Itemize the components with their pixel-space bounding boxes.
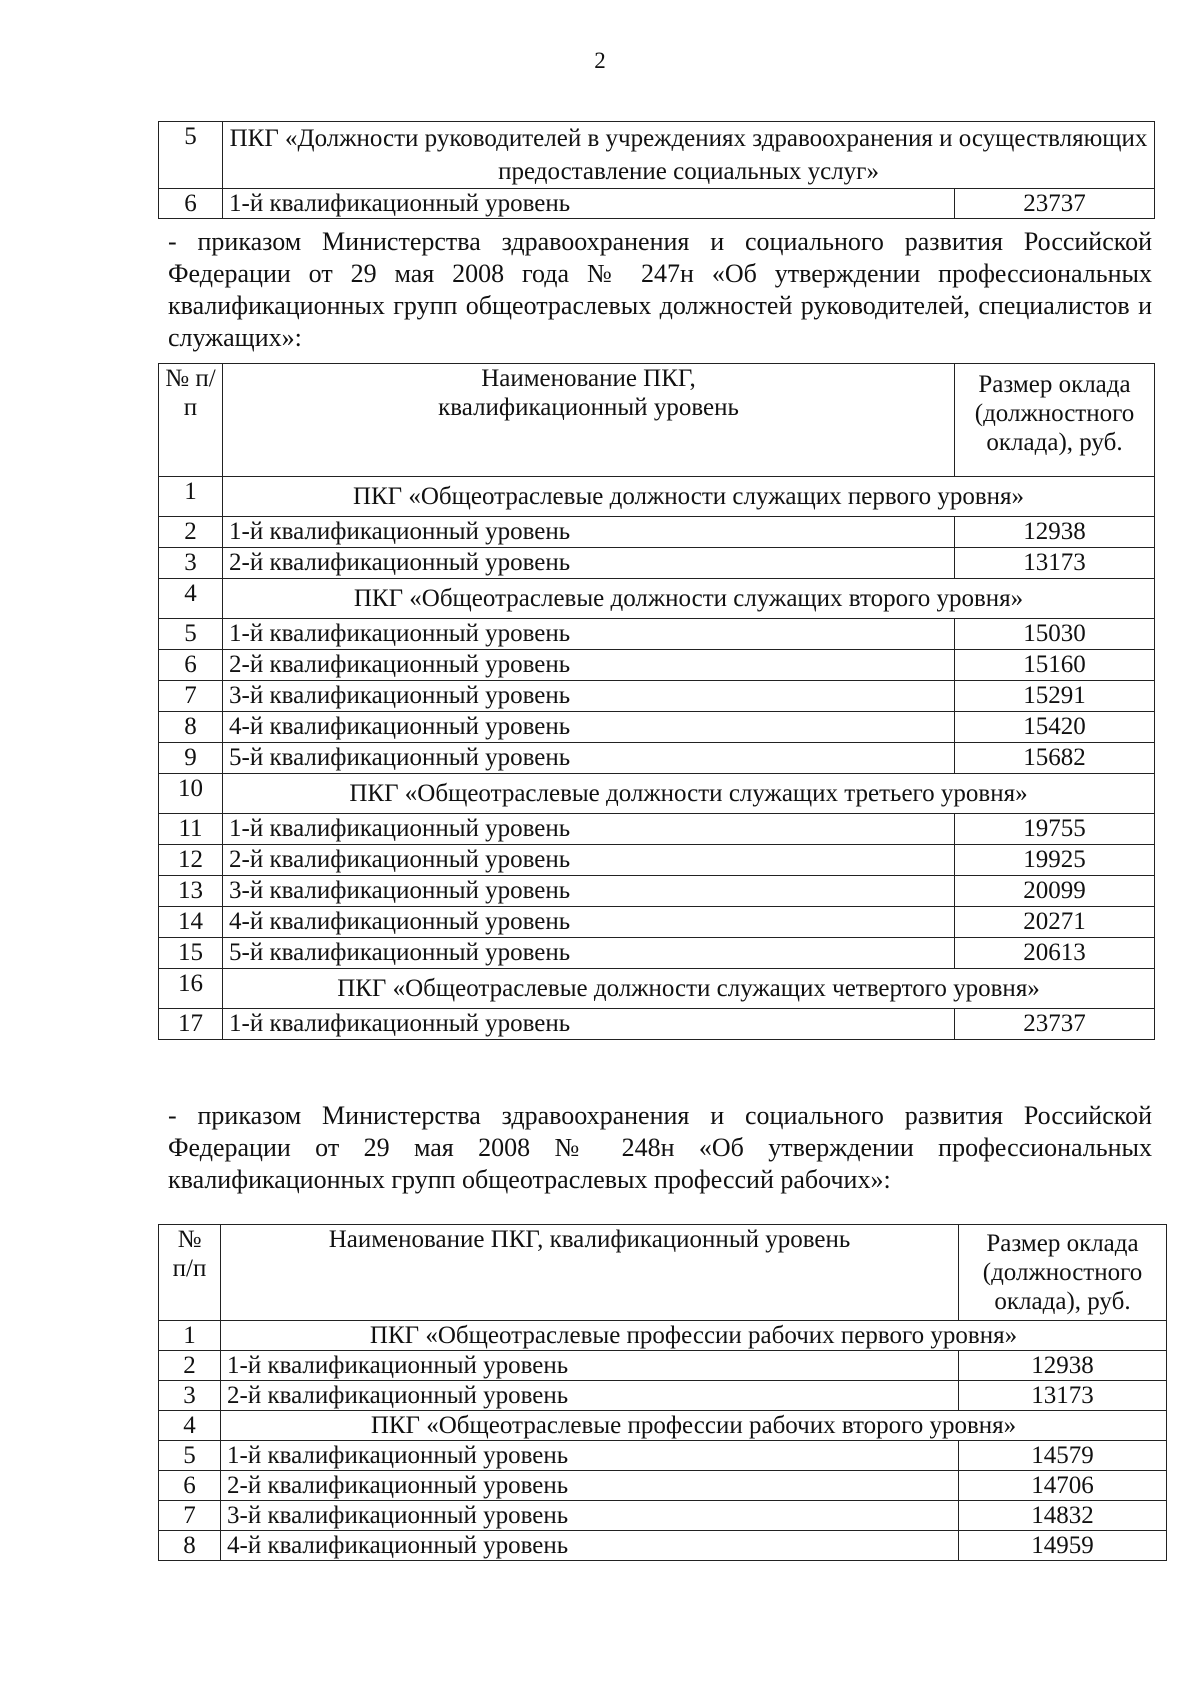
row-number: 6 bbox=[159, 1471, 221, 1501]
table-header bbox=[159, 364, 1155, 477]
table-body bbox=[159, 1321, 1167, 1561]
row-number: 13 bbox=[159, 876, 223, 907]
salary-value: 19755 bbox=[955, 814, 1155, 845]
salary-value: 14959 bbox=[959, 1531, 1167, 1561]
group-title: ПКГ «Общеотраслевые должности служащих второго уровня» bbox=[223, 579, 1155, 619]
salary-value: 12938 bbox=[959, 1351, 1167, 1381]
table-row bbox=[159, 1501, 1167, 1531]
row-number: 9 bbox=[159, 743, 223, 774]
salary-table-employees bbox=[158, 363, 1155, 1040]
level-name: 1-й квалификационный уровень bbox=[223, 1009, 955, 1040]
table-row bbox=[159, 548, 1155, 579]
row-number: 17 bbox=[159, 1009, 223, 1040]
row-number: 4 bbox=[159, 1411, 221, 1441]
table-row bbox=[159, 619, 1155, 650]
salary-value: 12938 bbox=[955, 517, 1155, 548]
group-title: ПКГ «Общеотраслевые должности служащих четвертого уровня» bbox=[223, 969, 1155, 1009]
salary-value: 20099 bbox=[955, 876, 1155, 907]
row-number: 3 bbox=[159, 548, 223, 579]
header-salary: Размер оклада (должностного оклада), руб. bbox=[959, 1225, 1167, 1321]
table-row bbox=[159, 845, 1155, 876]
table-row bbox=[159, 579, 1155, 619]
row-number: 7 bbox=[159, 1501, 221, 1531]
row-number: 5 bbox=[159, 122, 223, 189]
header-row bbox=[159, 364, 1155, 477]
group-title: ПКГ «Общеотраслевые профессии рабочих первого уровня» bbox=[221, 1321, 1167, 1351]
page-number: 2 bbox=[594, 48, 606, 73]
row-number: 16 bbox=[159, 969, 223, 1009]
table-row bbox=[159, 517, 1155, 548]
table-row bbox=[159, 743, 1155, 774]
level-name: 4-й квалификационный уровень bbox=[223, 712, 955, 743]
header-salary: Размер оклада (должностного оклада), руб. bbox=[955, 364, 1155, 477]
salary-table-healthcare-managers bbox=[158, 121, 1155, 219]
order-247n-paragraph: - приказом Министерства здравоохранения и социального развития Российской Федерации от 29 мая 2008 года № 247н «Об утверждении профессиональных квалификационных групп общеотраслевых должностей руководителей, специалистов и служащих»: bbox=[168, 227, 1152, 352]
table-row bbox=[159, 1531, 1167, 1561]
salary-value: 15160 bbox=[955, 650, 1155, 681]
row-number: 4 bbox=[159, 579, 223, 619]
level-name: 4-й квалификационный уровень bbox=[223, 907, 955, 938]
header-name: Наименование ПКГ, квалификационный уровень bbox=[223, 364, 955, 477]
header-number: № п/п bbox=[159, 364, 223, 477]
level-name: 2-й квалификационный уровень bbox=[223, 845, 955, 876]
table-row bbox=[159, 1009, 1155, 1040]
row-number: 8 bbox=[159, 1531, 221, 1561]
row-number: 5 bbox=[159, 619, 223, 650]
table-row bbox=[159, 650, 1155, 681]
row-number: 12 bbox=[159, 845, 223, 876]
salary-value: 15420 bbox=[955, 712, 1155, 743]
table-row bbox=[159, 938, 1155, 969]
row-number: 3 bbox=[159, 1381, 221, 1411]
table-row bbox=[159, 1321, 1167, 1351]
salary-value: 13173 bbox=[959, 1381, 1167, 1411]
row-number: 1 bbox=[159, 477, 223, 517]
level-name: 1-й квалификационный уровень bbox=[223, 517, 955, 548]
table-row bbox=[159, 477, 1155, 517]
table-row bbox=[159, 1471, 1167, 1501]
salary-value: 13173 bbox=[955, 548, 1155, 579]
row-number: 2 bbox=[159, 1351, 221, 1381]
salary-value: 19925 bbox=[955, 845, 1155, 876]
group-title: ПКГ «Общеотраслевые должности служащих первого уровня» bbox=[223, 477, 1155, 517]
table-row bbox=[159, 1411, 1167, 1441]
salary-value: 14706 bbox=[959, 1471, 1167, 1501]
level-name: 2-й квалификационный уровень bbox=[221, 1381, 959, 1411]
table-row bbox=[159, 1351, 1167, 1381]
table-row bbox=[159, 189, 1155, 219]
salary-value: 20271 bbox=[955, 907, 1155, 938]
group-title: ПКГ «Общеотраслевые профессии рабочих второго уровня» bbox=[221, 1411, 1167, 1441]
table-row bbox=[159, 814, 1155, 845]
salary-value: 23737 bbox=[955, 189, 1155, 219]
order-248n-paragraph: - приказом Министерства здравоохранения и социального развития Российской Федерации от 29 мая 2008 № 248н «Об утверждении профессиональных квалификационных групп общеотраслевых профессий рабочих»: bbox=[168, 1101, 1152, 1194]
table-header bbox=[159, 1225, 1167, 1321]
level-name: 2-й квалификационный уровень bbox=[223, 548, 955, 579]
salary-value: 15682 bbox=[955, 743, 1155, 774]
row-number: 2 bbox=[159, 517, 223, 548]
table-row bbox=[159, 774, 1155, 814]
row-number: 8 bbox=[159, 712, 223, 743]
level-name: 2-й квалификационный уровень bbox=[223, 650, 955, 681]
row-number: 6 bbox=[159, 650, 223, 681]
level-name: 1-й квалификационный уровень bbox=[221, 1351, 959, 1381]
salary-value: 23737 bbox=[955, 1009, 1155, 1040]
row-number: 14 bbox=[159, 907, 223, 938]
salary-value: 20613 bbox=[955, 938, 1155, 969]
level-name: 5-й квалификационный уровень bbox=[223, 743, 955, 774]
level-name: 1-й квалификационный уровень bbox=[223, 814, 955, 845]
salary-value: 15030 bbox=[955, 619, 1155, 650]
header-name: Наименование ПКГ, квалификационный уровень bbox=[221, 1225, 959, 1321]
table-body bbox=[159, 122, 1155, 219]
table-row bbox=[159, 1381, 1167, 1411]
table-body bbox=[159, 477, 1155, 1040]
table-row bbox=[159, 681, 1155, 712]
level-name: 4-й квалификационный уровень bbox=[221, 1531, 959, 1561]
row-number: 1 bbox=[159, 1321, 221, 1351]
row-number: 10 bbox=[159, 774, 223, 814]
header-row bbox=[159, 1225, 1167, 1321]
row-number: 5 bbox=[159, 1441, 221, 1471]
table-row bbox=[159, 876, 1155, 907]
salary-table-workers bbox=[158, 1224, 1167, 1561]
group-title: ПКГ «Должности руководителей в учреждениях здравоохранения и осуществляющих предоставление социальных услуг» bbox=[223, 122, 1155, 189]
row-number: 7 bbox=[159, 681, 223, 712]
group-title: ПКГ «Общеотраслевые должности служащих третьего уровня» bbox=[223, 774, 1155, 814]
salary-value: 15291 bbox=[955, 681, 1155, 712]
level-name: 5-й квалификационный уровень bbox=[223, 938, 955, 969]
table-row bbox=[159, 907, 1155, 938]
level-name: 3-й квалификационный уровень bbox=[223, 876, 955, 907]
header-number: № п/п bbox=[159, 1225, 221, 1321]
table-row bbox=[159, 969, 1155, 1009]
salary-value: 14579 bbox=[959, 1441, 1167, 1471]
table-row bbox=[159, 1441, 1167, 1471]
level-name: 1-й квалификационный уровень bbox=[223, 619, 955, 650]
row-number: 11 bbox=[159, 814, 223, 845]
level-name: 3-й квалификационный уровень bbox=[221, 1501, 959, 1531]
table-row bbox=[159, 712, 1155, 743]
table-row bbox=[159, 122, 1155, 189]
row-number: 15 bbox=[159, 938, 223, 969]
level-name: 3-й квалификационный уровень bbox=[223, 681, 955, 712]
salary-value: 14832 bbox=[959, 1501, 1167, 1531]
level-name: 1-й квалификационный уровень bbox=[221, 1441, 959, 1471]
level-name: 1-й квалификационный уровень bbox=[223, 189, 955, 219]
level-name: 2-й квалификационный уровень bbox=[221, 1471, 959, 1501]
row-number: 6 bbox=[159, 189, 223, 219]
